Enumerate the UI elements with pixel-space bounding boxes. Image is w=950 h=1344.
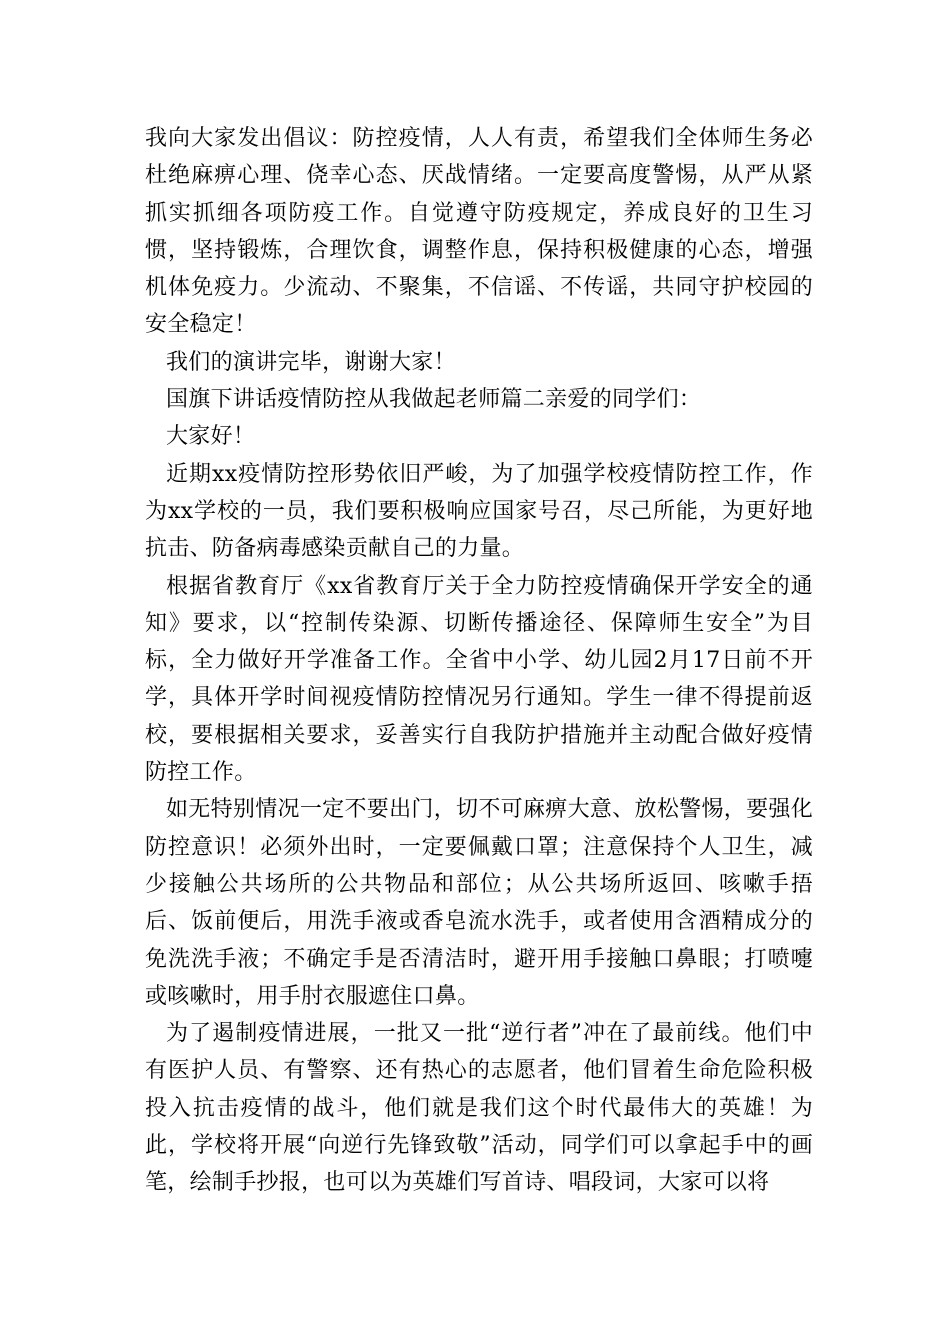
paragraph-appeal: 我向大家发出倡议：防控疫情，人人有责，希望我们全体师生务必杜绝麻痹心理、侥幸心态、厌战情绪。一定要高度警惕，从严从紧抓实抓细各项防疫工作。自觉遵守防疫规定，养成良好的卫生习惯，坚持锻炼，合理饮食，调整作息，保持积极健康的心态，增强机体免疫力。少流动、不聚集，不信谣、不传谣，共同守护校园的安全稳定！ [145, 126, 813, 338]
paragraph-heroes: 为了遏制疫情进展，一批又一批“逆行者”冲在了最前线。他们中有医护人员、有警察、还有热心的志愿者，他们冒着生命危险积极投入抗击疫情的战斗，他们就是我们这个时代最伟大的英雄！为此，学校将开展“向逆行先锋致敬”活动，同学们可以拿起手中的画笔，绘制手抄报，也可以为英雄们写首诗、唱段词，大家可以将 [145, 1021, 813, 1196]
document-body [145, 120, 813, 1202]
paragraph-precautions: 如无特别情况一定不要出门，切不可麻痹大意、放松警惕，要强化防控意识！必须外出时，一定要佩戴口罩；注意保持个人卫生，减少接触公共场所的公共物品和部位；从公共场所返回、咳嗽手捂后、饭前便后，用洗手液或香皂流水洗手，或者使用含酒精成分的免洗洗手液；不确定手是否清洁时，避开用手接触口鼻眼；打喷嚏或咳嗽时，用手肘衣服遮住口鼻。 [145, 797, 813, 1009]
paragraph-greeting: 大家好！ [166, 424, 256, 450]
paragraph-section-title: 国旗下讲话疫情防控从我做起老师篇二亲爱的同学们： [166, 387, 702, 413]
paragraph-speech-end: 我们的演讲完毕，谢谢大家！ [166, 349, 456, 375]
paragraph-notice: 根据省教育厅《xx省教育厅关于全力防控疫情确保开学安全的通知》要求，以“控制传染源、切断传播途径、保障师生安全”为目标，全力做好开学准备工作。全省中小学、幼儿园2月17日前不开学，具体开学时间视疫情防控情况另行通知。学生一律不得提前返校，要根据相关要求，妥善实行自我防护措施并主动配合做好疫情防控工作。 [145, 573, 813, 786]
paragraph-situation: 近期xx疫情防控形势依旧严峻，为了加强学校疫情防控工作，作为xx学校的一员，我们要积极响应国家号召，尽己所能，为更好地抗击、防备病毒感染贡献自己的力量。 [145, 461, 813, 562]
